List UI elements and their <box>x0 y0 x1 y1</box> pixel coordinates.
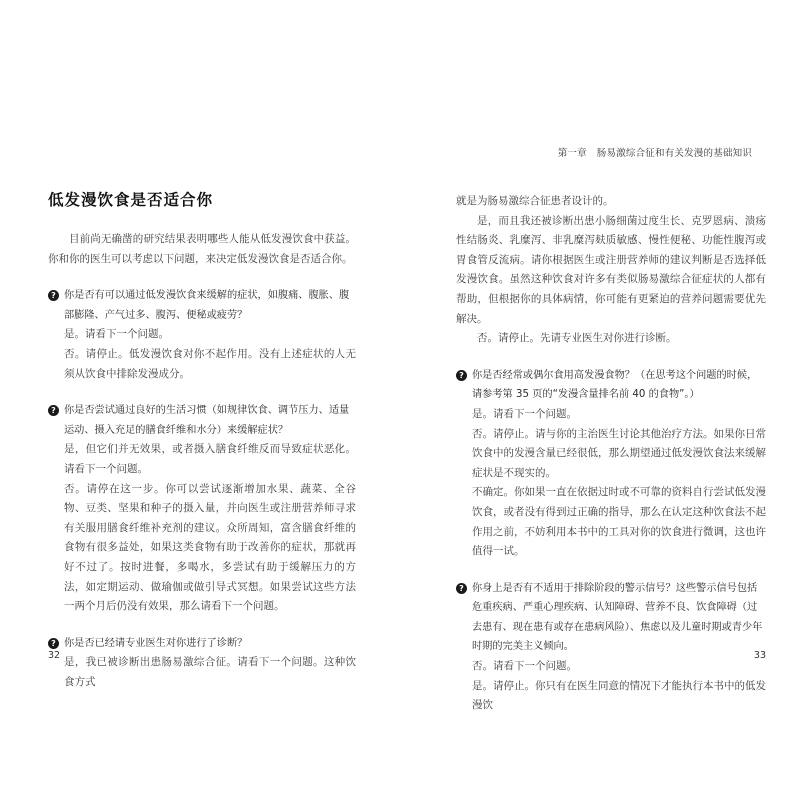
section-title: 低发漫饮食是否适合你 <box>48 190 214 209</box>
answer-2-no: 否。请停在这一步。你可以尝试逐渐增加水果、蔬菜、全谷物、豆类、坚果和种子的摄入量，并向医生或注册营养师寻求有关服用膳食纤维补充剂的建议。众所周知，富含膳食纤维的食物有很多益处，如果这类食物有助于改善你的症状，那就再好不过了。按时进餐，多喝水，多尝试有助于缓解压力的方法，如定期运动、做瑜伽或做引导式冥想。如果尝试这些方法一两个月后仍没有效果，那么请看下一个问题。 <box>64 482 356 613</box>
question-mark-icon: ? <box>48 638 59 649</box>
page-number: 32 <box>48 650 61 661</box>
answer-4-no: 否。请停止。请与你的主治医生讨论其他治疗方法。如果你日常饮食中的发漫含量已经很低，那么期望通过低发漫饮食法来缓解症状是不现实的。 <box>472 427 766 479</box>
answer-3-no: 否。请停止。先请专业医生对你进行诊断。 <box>477 332 677 345</box>
answer-3-yes: 是，我已被诊断出患肠易激综合征。请看下一个问题。这种饮食方式 <box>64 656 356 688</box>
intro-paragraph: 目前尚无确凿的研究结果表明哪些人能从低发漫饮食中获益。你和你的医生可以考虑以下问题，来决定低发漫饮食是否适合你。 <box>48 233 356 265</box>
answer-4-yes: 是。请看下一个问题。 <box>472 407 577 420</box>
question-mark-icon: ? <box>48 405 59 416</box>
question-5-text: 你身上是否有不适用于排除阶段的警示信号？这些警示信号包括危重疾病、严重心理疾病、认知障碍、营养不良、饮食障碍（过去患有、现在患有或存在患病风险）、焦虑以及儿童时期或青少年时期的完美主义倾向。 <box>472 582 763 653</box>
answer-4-unsure: 不确定。你如果一直在依据过时或不可靠的资料自行尝试低发漫饮食，或者没有得到过正确的指导，那么在认定这种饮食法不起作用之前，不妨利用本书中的工具对你的饮食进行微调，这也许值得一试。 <box>472 486 766 558</box>
question-5 <box>456 579 766 657</box>
question-4 <box>456 366 766 405</box>
left-page <box>48 0 356 800</box>
header-subtitle: 肠易激综合征和有关发漫的基础知识 <box>596 148 752 159</box>
question-3 <box>48 634 356 654</box>
question-2-text: 你是否尝试通过良好的生活习惯（如规律饮食、调节压力、适量运动、摄入充足的膳食纤维和水分）来缓解症状？ <box>64 405 350 436</box>
answer-5-yes: 是。请停止。你只有在医生同意的情况下才能执行本书中的低发漫饮 <box>472 679 766 712</box>
question-2 <box>48 401 356 440</box>
right-page <box>456 0 766 800</box>
page-number: 33 <box>753 650 766 661</box>
question-mark-icon: ? <box>456 583 467 594</box>
question-1-text: 你是否有可以通过低发漫饮食来缓解的症状，如腹痛、腹胀、腹部膨隆、产气过多、腹泻、便秘或疲劳？ <box>64 290 350 321</box>
answer-1-no: 否。请停止。低发漫饮食对你不起作用。没有上述症状的人无须从饮食中排除发漫成分。 <box>64 347 356 380</box>
right-page-body <box>456 192 766 716</box>
continuation-text: 就是为肠易激综合征患者设计的。 <box>456 195 614 207</box>
answer-5-no: 否。请看下一个问题。 <box>472 660 577 673</box>
answer-1-yes: 是。请看下一个问题。 <box>64 328 169 341</box>
question-3-text: 你是否已经请专业医生对你进行了诊断？ <box>64 637 248 649</box>
header-chapter: 第一章 <box>557 148 587 159</box>
question-mark-icon: ? <box>48 290 59 301</box>
question-mark-icon: ? <box>456 370 467 381</box>
answer-3-extra: 是，而且我还被诊断出患小肠细菌过度生长、克罗恩病、溃疡性结肠炎、乳糜泻、非乳糜泻麸质敏感、慢性便秘、功能性腹泻或胃食管反流病。请你根据医生或注册营养师的建议判断是否选择低发漫饮食。虽然这种饮食对许多有类似肠易激综合征症状的人都有帮助，但根据你的具体病情，你可能有更紧迫的营养问题需要优先解决。 <box>456 214 766 325</box>
left-page-body <box>48 230 356 692</box>
question-4-text: 你是否经常或偶尔食用高发漫食物？（在思考这个问题的时候，请参考第 35 页的“发漫含量排名前 40 的食物”。） <box>472 369 758 401</box>
answer-2-yes: 是，但它们并无效果，或者摄入膳食纤维反而导致症状恶化。请看下一个问题。 <box>64 443 356 475</box>
question-1 <box>48 286 356 325</box>
